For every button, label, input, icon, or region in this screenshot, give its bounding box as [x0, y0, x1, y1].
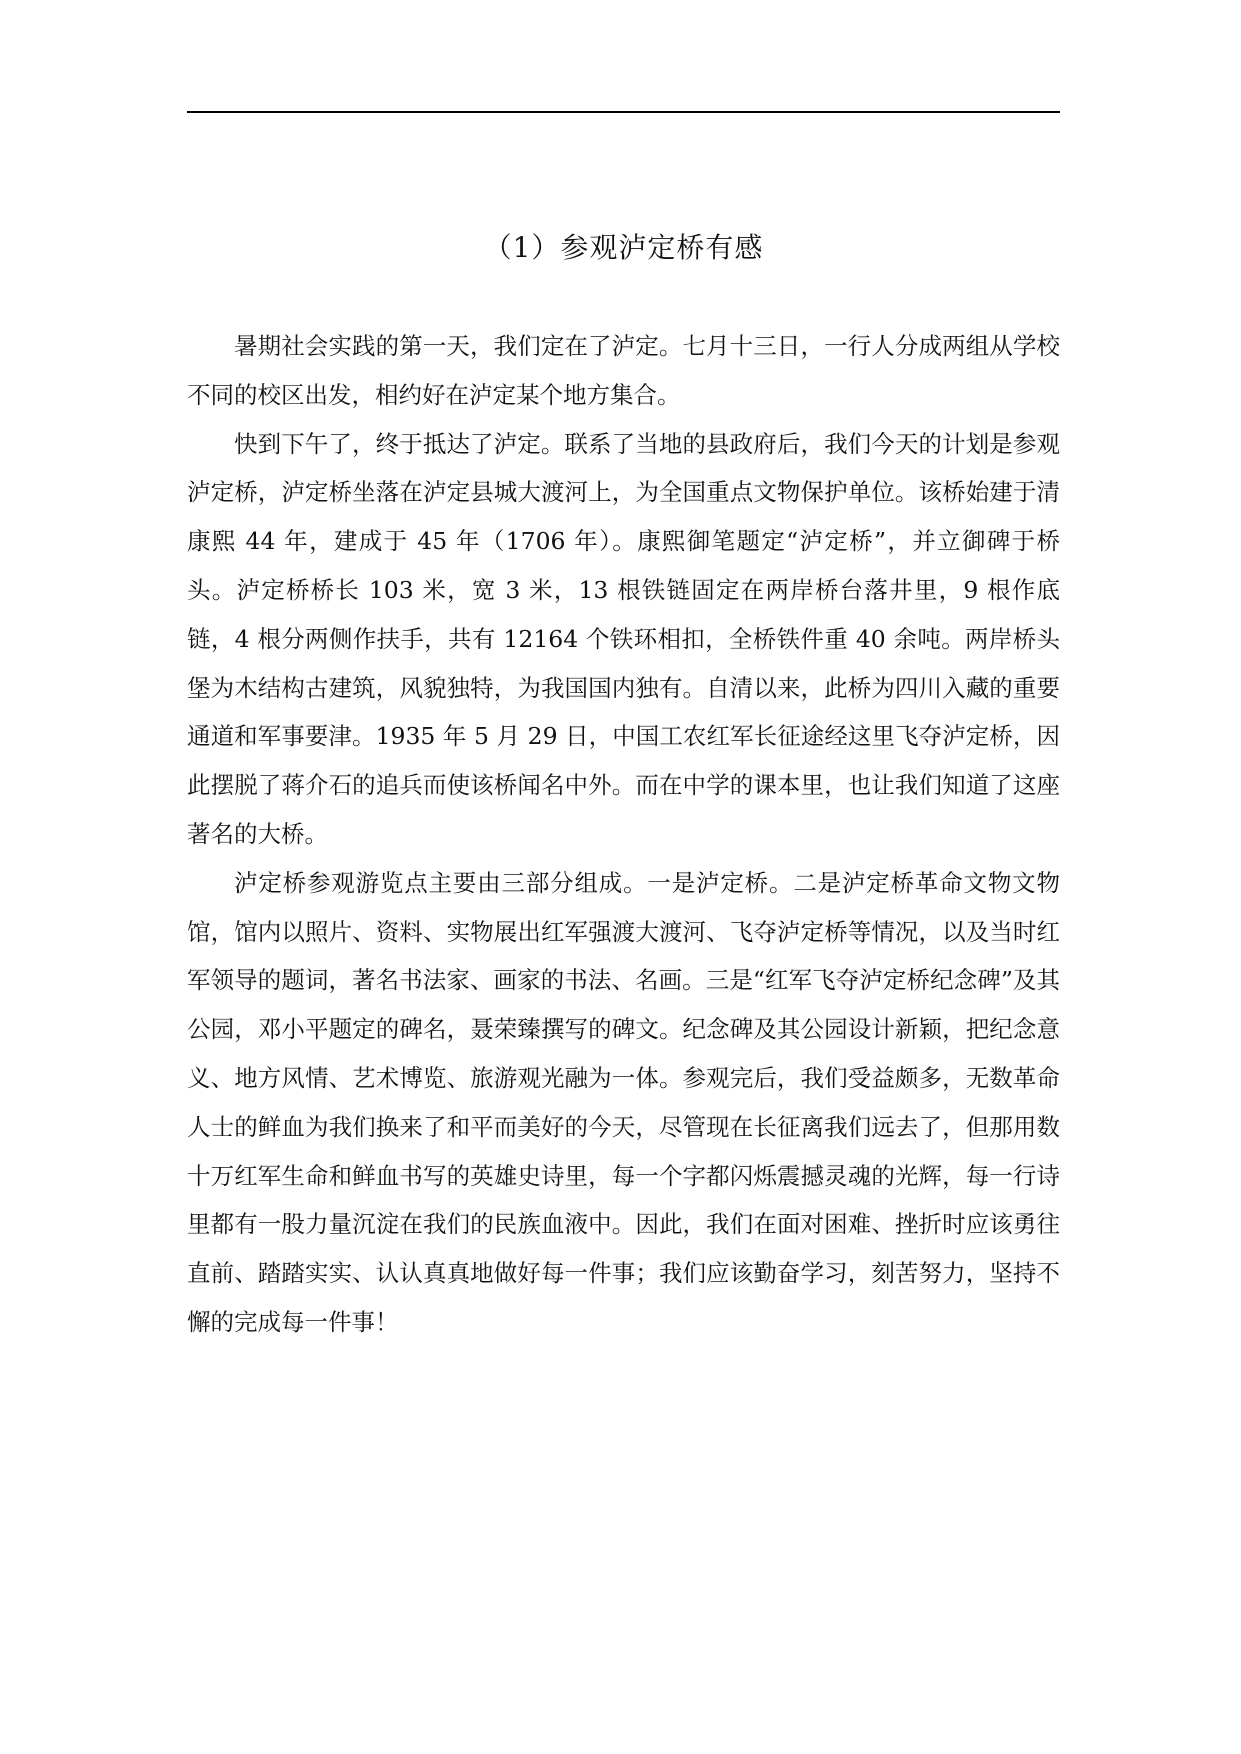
paragraph: 快到下午了，终于抵达了泸定。联系了当地的县政府后，我们今天的计划是参观泸定桥，泸定桥坐落在泸定县城大渡河上，为全国重点文物保护单位。该桥始建于清康熙 44 年，建成于 45 年（1706 年）。康熙御笔题定“泸定桥”，并立御碑于桥头。泸定桥桥长 103 米，宽 3 米，13 根铁链固定在两岸桥台落井里，9 根作底链，4 根分两侧作扶手，共有 12164 个铁环相扣，全桥铁件重 40 余吨。两岸桥头堡为木结构古建筑，风貌独特，为我国国内独有。自清以来，此桥为四川入藏的重要通道和军事要津。1935 年 5 月 29 日，中国工农红军长征途经这里飞夺泸定桥，因此摆脱了蒋介石的追兵而使该桥闻名中外。而在中学的课本里，也让我们知道了这座著名的大桥。	[187, 429, 1060, 848]
paragraph: 泸定桥参观游览点主要由三部分组成。一是泸定桥。二是泸定桥革命文物文物馆，馆内以照片、资料、实物展出红军强渡大渡河、飞夺泸定桥等情况，以及当时红军领导的题词，著名书法家、画家的书法、名画。三是“红军飞夺泸定桥纪念碑”及其公园，邓小平题定的碑名，聂荣臻撰写的碑文。纪念碑及其公园设计新颖，把纪念意义、地方风情、艺术博览、旅游观光融为一体。参观完后，我们受益颇多，无数革命人士的鲜血为我们换来了和平而美好的今天，尽管现在长征离我们远去了，但那用数十万红军生命和鲜血书写的英雄史诗里，每一个字都闪烁震撼灵魂的光辉，每一行诗里都有一股力量沉淀在我们的民族血液中。因此，我们在面对困难、挫折时应该勇往直前、踏踏实实、认认真真地做好每一件事；我们应该勤奋学习，刻苦努力，坚持不懈的完成每一件事！	[187, 868, 1060, 1336]
paragraph: 暑期社会实践的第一天，我们定在了泸定。七月十三日，一行人分成两组从学校不同的校区出发，相约好在泸定某个地方集合。	[187, 332, 1060, 409]
body-text	[187, 322, 1060, 1347]
header-rule	[187, 111, 1060, 113]
page-title: （1）参观泸定桥有感	[483, 231, 764, 264]
